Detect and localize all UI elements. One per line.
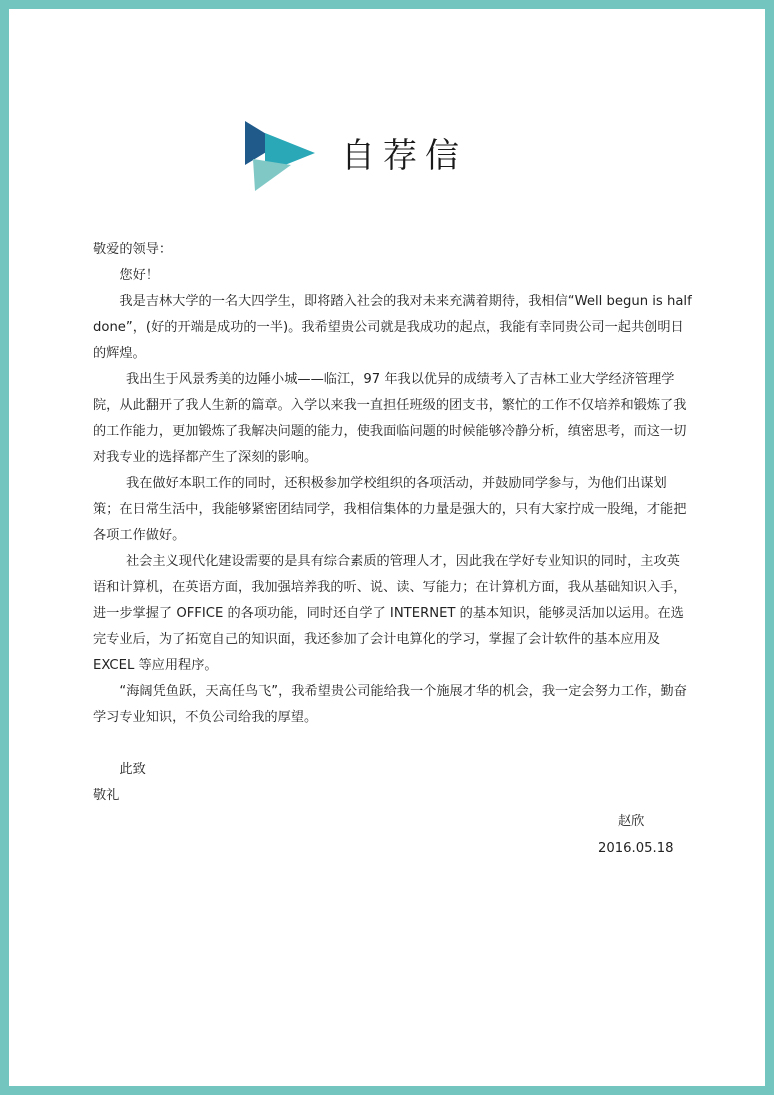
signature-date: 2016.05.18 [598,841,674,856]
closing-2: 敬礼 [93,788,120,803]
closing-1: 此致 [119,762,146,777]
triangle-play-logo-icon [245,121,317,191]
salutation: 敬爱的领导： [93,242,173,257]
paragraph-3: 我在做好本职工作的同时，还积极参加学校组织的各项活动，并鼓励同学参与，为他们出谋划策；在日常生活中，我能够紧密团结同学，我相信集体的力量是强大的，只有大家拧成一股绳，才能把各项工作做好。 [93,476,687,543]
letter-body [93,237,693,809]
document-title: 自荐信 [341,136,467,176]
paragraph-4: 社会主义现代化建设需要的是具有综合素质的管理人才，因此我在学好专业知识的同时，主攻英语和计算机，在英语方面，我加强培养我的听、说、读、写能力；在计算机方面，我从基础知识入手，进一步掌握了 OFFICE 的各项功能，同时还自学了 INTERNET 的基本知识，能够灵活加以运用。在选完专业后，为了拓宽自己的知识面，我还参加了会计电算化的学习，掌握了会计软件的基本应用及 EXCEL 等应用程序。 [93,554,687,673]
paragraph-5: “海阔凭鱼跃，天高任鸟飞”，我希望贵公司能给我一个施展才华的机会，我一定会努力工作，勤奋学习专业知识，不负公司给我的厚望。 [93,684,687,725]
paragraph-2: 我出生于风景秀美的边陲小城——临江，97 年我以优异的成绩考入了吉林工业大学经济管理学院，从此翻开了我人生新的篇章。入学以来我一直担任班级的团支书，繁忙的工作不仅培养和锻炼了我的工作能力，更加锻炼了我解决问题的能力，使我面临问题的时候能够冷静分析，缜密思考，而这一切对我专业的选择都产生了深刻的影响。 [93,372,687,465]
paragraph-spacer [93,731,693,757]
paragraph-1: 我是吉林大学的一名大四学生，即将踏入社会的我对未来充满着期待，我相信“Well begun is half done”，(好的开端是成功的一半)。我希望贵公司就是我成功的起点，我能有幸同贵公司一起共创明日的辉煌。 [93,294,692,361]
signature-name: 赵欣 [618,814,645,829]
greeting: 您好！ [119,268,159,283]
